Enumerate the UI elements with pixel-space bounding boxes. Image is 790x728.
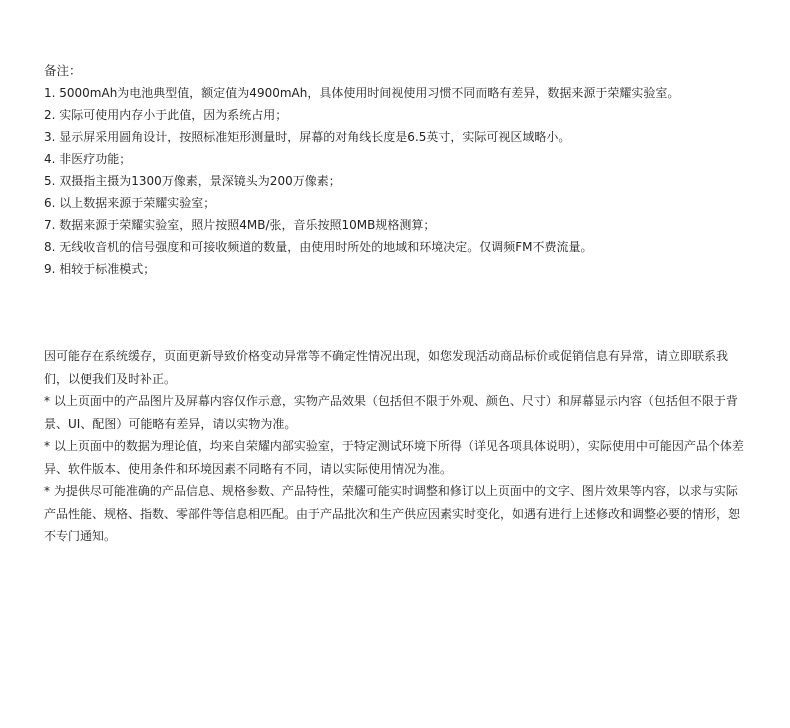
notes-list [44,82,754,280]
notes-heading: 备注： [44,63,82,78]
disclaimer-cache-notice: 因可能存在系统缓存，页面更新导致价格变动异常等不确定性情况出现，如您发现活动商品标价或促销信息有异常，请立即联系我们，以便我们及时补正。 [44,349,729,386]
disclaimer-update-notice: * 为提供尽可能准确的产品信息、规格参数、产品特性，荣耀可能实时调整和修订以上页面中的文字、图片效果等内容，以求与实际产品性能、规格、指数、零部件等信息相匹配。由于产品批次和生产供应因素实时变化，如遇有进行上述修改和调整必要的情形，恕不专门通知。 [44,484,741,543]
note-item-9: 9. 相较于标准模式； [44,262,156,276]
note-item-6: 6. 以上数据来源于荣耀实验室； [44,196,216,210]
note-item-5: 5. 双摄指主摄为1300万像素，景深镜头为200万像素； [44,174,341,188]
note-item-2: 2. 实际可使用内存小于此值，因为系统占用； [44,108,288,122]
note-item-8: 8. 无线收音机的信号强度和可接收频道的数量，由使用时所处的地域和环境决定。仅调频FM不费流量。 [44,240,593,254]
note-item-7: 7. 数据来源于荣耀实验室，照片按照4MB/张，音乐按照10MB规格测算； [44,218,436,232]
note-item-4: 4. 非医疗功能； [44,152,132,166]
disclaimer-data-notice: * 以上页面中的数据为理论值，均来自荣耀内部实验室，于特定测试环境下所得（详见各项具体说明），实际使用中可能因产品个体差异、软件版本、使用条件和环境因素不同略有不同，请以实际使用情况为准。 [44,439,744,476]
disclaimer-section [44,345,749,548]
notes-section [44,60,754,280]
note-item-1: 1. 5000mAh为电池典型值，额定值为4900mAh，具体使用时间视使用习惯不同而略有差异，数据来源于荣耀实验室。 [44,86,680,100]
disclaimer-image-notice: * 以上页面中的产品图片及屏幕内容仅作示意，实物产品效果（包括但不限于外观、颜色、尺寸）和屏幕显示内容（包括但不限于背景、UI、配图）可能略有差异，请以实物为准。 [44,394,738,431]
note-item-3: 3. 显示屏采用圆角设计，按照标准矩形测量时，屏幕的对角线长度是6.5英寸，实际可视区域略小。 [44,130,571,144]
